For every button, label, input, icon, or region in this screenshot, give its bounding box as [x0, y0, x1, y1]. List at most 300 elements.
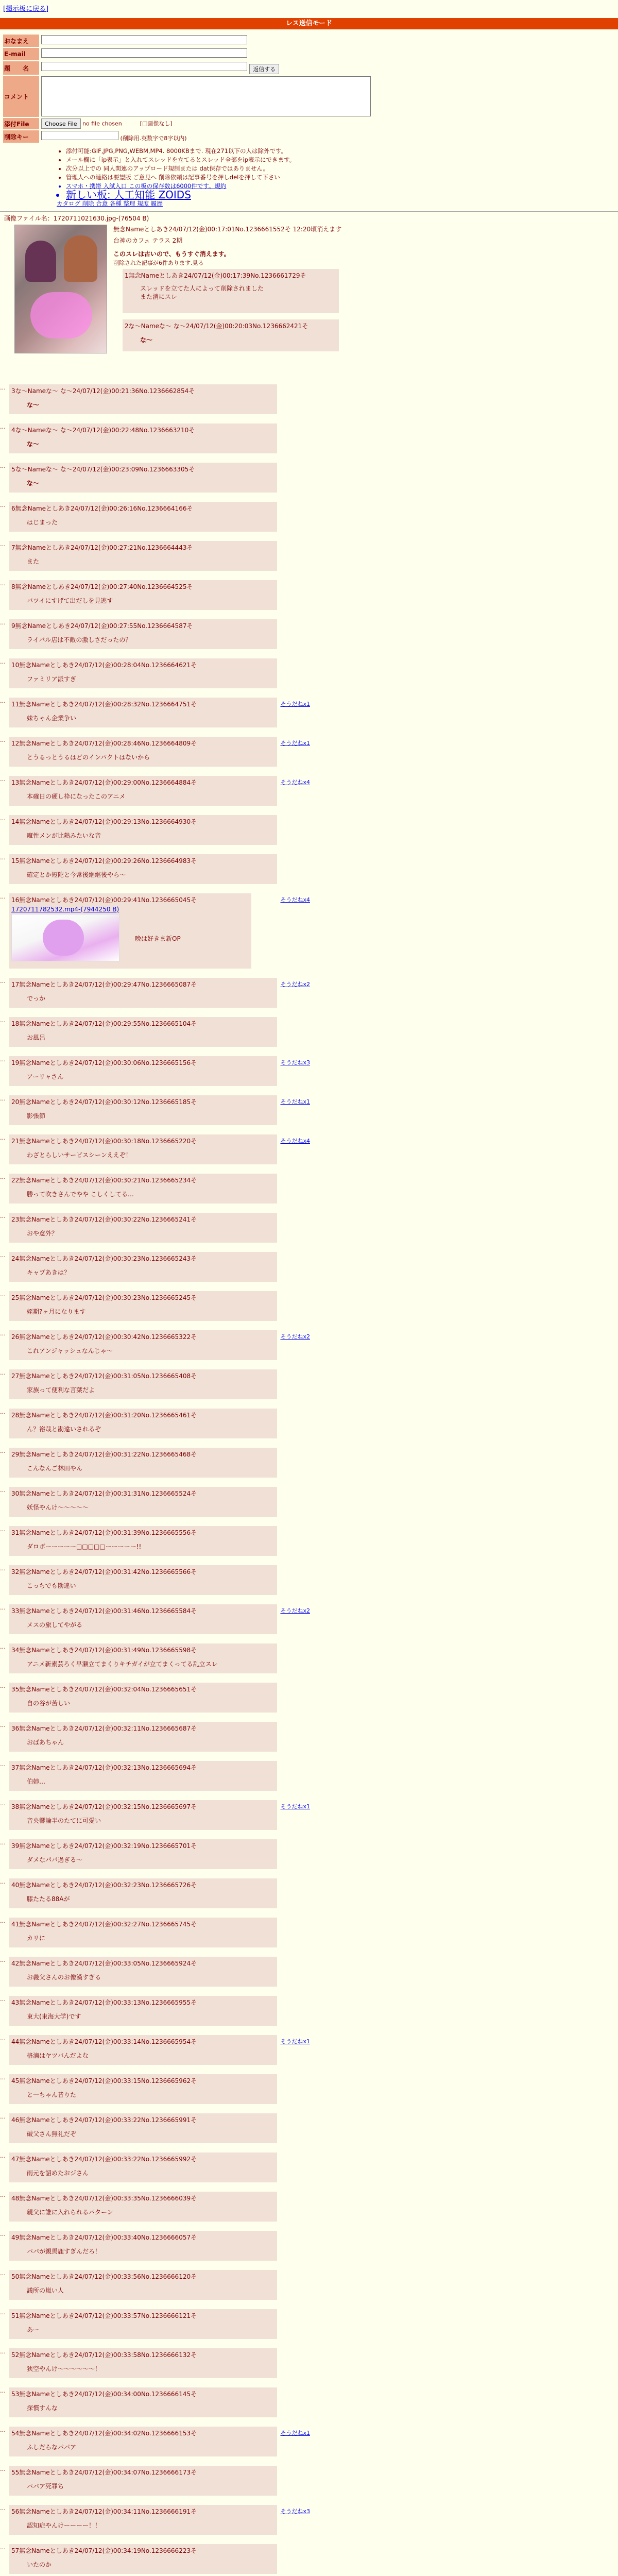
reply-row	[0, 1565, 278, 1595]
reply-box	[9, 541, 277, 571]
reply-body: お義父さんのお像漢すぎる	[27, 1974, 101, 1981]
reply-box	[9, 2231, 277, 2261]
reply-body: 魔性メンが比熱みたいな音	[27, 832, 101, 839]
reply-body: と一ちゃん昔りた	[27, 2091, 77, 2098]
reply-dash: …	[0, 1761, 6, 1768]
reply-body: はじまった	[27, 519, 58, 526]
reply-dash: …	[0, 854, 6, 861]
reply-dash: …	[0, 1604, 6, 1611]
reply-dash: …	[0, 1448, 6, 1454]
reply-box	[9, 1643, 277, 1673]
reply-row	[0, 1918, 278, 1947]
reply-box	[9, 1330, 277, 1360]
reply-row	[0, 2387, 278, 2417]
reply-header: 4な～Nameな～ な～24/07/12(金)00:22:48No.1236663210そ	[11, 427, 195, 434]
reply-box	[9, 1409, 277, 1438]
reply-dash: …	[0, 1996, 6, 2003]
reply-video-thumbnail[interactable]	[11, 914, 119, 961]
reply-box	[9, 2035, 277, 2065]
reply-body: ふしだらなパパア	[27, 2444, 77, 2451]
reply-box	[9, 1095, 277, 1125]
reply-header: 19無念Nameとしあき24/07/12(金)00:30:06No.1236665156そ	[11, 1059, 197, 1066]
sodane-button[interactable]: そうだねx1	[280, 2430, 310, 2436]
reply-dash: …	[0, 737, 6, 743]
reply-dash: …	[0, 1291, 6, 1298]
reply-header: 44無念Nameとしあき24/07/12(金)00:33:14No.1236665954そ	[11, 2038, 197, 2045]
sodane-button[interactable]: そうだねx1	[280, 2038, 310, 2045]
reply-dash: …	[0, 463, 6, 469]
reply-body: 膝たたる88Aが	[27, 1895, 70, 1903]
reply-header: 24無念Nameとしあき24/07/12(金)00:30:23No.1236665243そ	[11, 1255, 197, 1262]
reply-header: 43無念Nameとしあき24/07/12(金)00:33:13No.1236665955そ	[11, 1999, 197, 2006]
reply-dash: …	[0, 1017, 6, 1024]
board-notes	[57, 147, 618, 208]
reply-body: 伯姉…	[27, 1778, 46, 1785]
reply-body: キャプあきは？	[27, 1269, 71, 1276]
reply-box	[9, 1448, 277, 1478]
reply-dash: …	[0, 1213, 6, 1219]
reply-list	[0, 384, 618, 2576]
reply-box	[9, 2348, 277, 2378]
reply-box	[9, 1291, 277, 1321]
reply-body: 影張節	[27, 1112, 46, 1120]
reply-body: 勝って吹きさんでやや こしくしてる…	[27, 1191, 134, 1198]
reply-body: 雨元を詔めたおジさん	[27, 2170, 89, 2177]
op-meta: 無念Nameとしあき24/07/12(金)00:17:01No.1236661552そ 12:20頃消えます	[113, 226, 342, 233]
reply-dash: …	[0, 2192, 6, 2198]
reply-box	[9, 2466, 277, 2496]
file-label: 添付File	[3, 118, 39, 129]
reply-body: パパア死罪ち	[27, 2483, 64, 2490]
reply-header: 22無念Nameとしあき24/07/12(金)00:30:21No.1236665234そ	[11, 1177, 197, 1184]
reply-row	[0, 541, 278, 571]
reply-body: アニメ新素芸ろく早瀬立てまくりキチガイが立てまくってる乱立スレ	[27, 1660, 218, 1668]
reply-header: 42無念Nameとしあき24/07/12(金)00:33:05No.1236665924そ	[11, 1960, 197, 1967]
reply-row	[0, 1448, 278, 1478]
reply-body: 東大(東海大学)です	[27, 2013, 81, 2020]
reply-body: 妖怪やんけ～～～～～	[27, 1504, 89, 1511]
reply-row	[0, 1683, 278, 1713]
reply-body: ん？裕哉と勘違いされるぞ	[27, 1426, 101, 1433]
reply-box	[9, 1134, 277, 1164]
reply-box	[9, 978, 277, 1008]
reply-box	[9, 1878, 277, 1908]
reply-box	[9, 463, 277, 493]
reply-header: 16無念Nameとしあき24/07/12(金)00:29:41No.1236665045そ	[11, 896, 197, 904]
reply-file-link[interactable]: 1720711782532.mp4-(7944250 B)	[11, 906, 119, 913]
reply-header: 39無念Nameとしあき24/07/12(金)00:32:19No.1236665701そ	[11, 1842, 197, 1850]
reply-header: 26無念Nameとしあき24/07/12(金)00:30:42No.1236665322そ	[11, 1333, 197, 1341]
reply-body: な～	[27, 401, 40, 409]
reply-box	[9, 1213, 277, 1243]
reply-row	[0, 1174, 278, 1204]
comment-textarea[interactable]	[41, 76, 371, 116]
reply-header: 17無念Nameとしあき24/07/12(金)00:29:47No.1236665087そ	[11, 981, 197, 988]
op-text: 台神のカフェ テラス 2期	[113, 237, 183, 244]
reply-dash: …	[0, 2544, 6, 2551]
reply-dash: …	[0, 1526, 6, 1533]
reply-box	[9, 698, 277, 727]
reply-row	[0, 463, 278, 493]
submit-reply-button[interactable]: 返信する	[249, 64, 279, 74]
reply-row	[0, 1095, 310, 1125]
reply-header: 3な～Nameな～ な～24/07/12(金)00:21:36No.1236662854そ	[11, 387, 195, 395]
reply-body: な～	[140, 336, 153, 344]
reply-body: でっか	[27, 995, 46, 1002]
reply-body: ダロボーーーーー□□□□□ーーーーー!!	[27, 1543, 142, 1550]
reply-header: 10無念Nameとしあき24/07/12(金)00:28:04No.1236664621そ	[11, 662, 197, 669]
reply-box	[9, 815, 277, 845]
reply-body: おばあちゃん	[27, 1739, 64, 1746]
reply-dash: …	[0, 893, 6, 900]
reply-body: いたのか	[27, 2561, 52, 2568]
reply-row	[0, 2231, 278, 2261]
reply-dash: …	[0, 1878, 6, 1885]
sodane-button[interactable]: そうだねx1	[280, 701, 310, 707]
sodane-button[interactable]: そうだねx4	[280, 779, 310, 786]
reply-header: 11無念Nameとしあき24/07/12(金)00:28:32No.1236664751そ	[11, 701, 197, 708]
reply-header: 57無念Nameとしあき24/07/12(金)00:34:19No.1236666223そ	[11, 2547, 197, 2554]
reply-header: 1無念Nameとしあき24/07/12(金)00:17:39No.1236661729そ	[125, 272, 306, 279]
reply-body: ダメなパパ過ぎる～	[27, 1856, 83, 1863]
nav-links[interactable]: カタログ 削除 合意 各種 整理 規度 履歴	[57, 200, 163, 207]
reply-body: 晩は好きま新OP	[135, 935, 181, 942]
reply-body: 家族って便利な言葉だよ	[27, 1386, 95, 1394]
reply-body: こっちでも勘違い	[27, 1582, 76, 1589]
note-item[interactable]: • スマホ・携帯 入試入口 この板の保存数は6000件です。規約	[66, 182, 618, 191]
reply-dash: …	[0, 423, 6, 430]
reply-header: 56無念Nameとしあき24/07/12(金)00:34:11No.1236666191そ	[11, 2508, 197, 2515]
reply-header: 8無念Nameとしあき24/07/12(金)00:27:40No.1236664525そ	[11, 583, 193, 590]
reply-box	[9, 1722, 277, 1752]
reply-box	[9, 1369, 277, 1399]
reply-body: 破父さん無礼だぞ	[27, 2130, 77, 2138]
reply-body: 妹ちゃん企業争い	[27, 715, 77, 722]
reply-header: 7無念Nameとしあき24/07/12(金)00:27:21No.1236664443そ	[11, 544, 193, 551]
reply-header: 20無念Nameとしあき24/07/12(金)00:30:12No.1236665185そ	[11, 1098, 197, 1106]
reply-box	[9, 1252, 277, 1282]
email-label: E-mail	[3, 48, 39, 60]
reply-form	[2, 33, 373, 144]
reply-header: 5な～Nameな～ な～24/07/12(金)00:23:09No.1236663305そ	[11, 466, 195, 473]
note-item: • 添付可能:GIF,JPG,PNG,WEBM,MP4. 8000KBまで. 現在271以下の人は除外です。	[66, 147, 618, 156]
reply-dash: …	[0, 2035, 6, 2042]
reply-row	[0, 2309, 278, 2339]
reply-body: わざとらしいサービスシーンええぞ！	[27, 1151, 132, 1159]
reply-row	[0, 1878, 278, 1908]
reply-header: 54無念Nameとしあき24/07/12(金)00:34:02No.1236666153そ	[11, 2430, 197, 2437]
reply-row	[0, 1330, 310, 1360]
reply-header: 30無念Nameとしあき24/07/12(金)00:31:31No.1236665524そ	[11, 1490, 197, 1497]
new-boards-link[interactable]: • 新しい板: 人工知能 ZOIDS	[66, 191, 618, 199]
reply-row	[0, 815, 278, 845]
reply-header: 45無念Nameとしあき24/07/12(金)00:33:15No.1236665962そ	[11, 2077, 197, 2084]
reply-header: 51無念Nameとしあき24/07/12(金)00:33:57No.1236666121そ	[11, 2312, 197, 2319]
reply-box	[9, 2192, 277, 2222]
reply-header: 35無念Nameとしあき24/07/12(金)00:32:04No.1236665651そ	[11, 1686, 197, 1693]
reply-dash: …	[0, 658, 6, 665]
reply-body: 確定とか短陀と今常後継継後やら～	[27, 871, 126, 878]
reply-dash: …	[0, 1409, 6, 1415]
reply-body: ライバル店は不敵の激しさだったの？	[27, 636, 132, 643]
reply-body: 本確日の硬し枠になったこのアニメ	[27, 793, 126, 800]
reply-row	[0, 2113, 278, 2143]
name-label: おなまえ	[3, 35, 39, 47]
reply-body: 自の谷が苦しい	[27, 1700, 71, 1707]
reply-header: 46無念Nameとしあき24/07/12(金)00:33:22No.1236665991そ	[11, 2116, 197, 2124]
reply-header: 13無念Nameとしあき24/07/12(金)00:29:00No.1236664884そ	[11, 779, 197, 786]
reply-dash: …	[0, 1252, 6, 1259]
reply-box	[9, 1683, 277, 1713]
reply-box	[9, 1017, 277, 1047]
reply-body: スレッドを立てた人によって削除されました また消にスレ	[140, 285, 264, 300]
reply-header: 2な～Nameな～ な～24/07/12(金)00:20:03No.1236662421そ	[125, 323, 308, 330]
reply-header: 55無念Nameとしあき24/07/12(金)00:34:07No.1236666173そ	[11, 2469, 197, 2476]
reply-body: ファミリア派すぎ	[27, 675, 76, 683]
sodane-button[interactable]: そうだねx2	[280, 1333, 310, 1340]
reply-header: 12無念Nameとしあき24/07/12(金)00:28:46No.1236664809そ	[11, 740, 197, 747]
divider	[0, 211, 618, 212]
reply-dash: …	[0, 1330, 6, 1337]
sodane-button[interactable]: そうだねx3	[280, 2508, 310, 2515]
reply-box	[9, 1487, 277, 1517]
subject-input[interactable]	[41, 62, 247, 71]
reply-header: 27無念Nameとしあき24/07/12(金)00:31:05No.1236665408そ	[11, 1372, 197, 1380]
reply-box	[9, 1604, 277, 1634]
reply-dash: …	[0, 698, 6, 704]
reply-dash: …	[0, 384, 6, 391]
reply-body: あー	[27, 2326, 40, 2333]
reply-header: 34無念Nameとしあき24/07/12(金)00:31:49No.1236665598そ	[11, 1647, 197, 1654]
reply-row	[0, 854, 278, 884]
delete-key-label: 削除キー	[3, 130, 39, 143]
reply-dash: …	[0, 2113, 6, 2120]
reply-row	[0, 1604, 310, 1634]
reply-dash: …	[0, 1134, 6, 1141]
reply-dash: …	[0, 1095, 6, 1102]
reply-row	[0, 1996, 278, 2026]
reply-row	[0, 1487, 278, 1517]
reply-header: 41無念Nameとしあき24/07/12(金)00:32:27No.1236665745そ	[11, 1921, 197, 1928]
reply-header: 9無念Nameとしあき24/07/12(金)00:27:55No.1236664587そ	[11, 622, 193, 630]
reply-header: 33無念Nameとしあき24/07/12(金)00:31:46No.1236665584そ	[11, 1607, 197, 1615]
reply-header: 23無念Nameとしあき24/07/12(金)00:30:22No.1236665241そ	[11, 1216, 197, 1223]
sodane-button[interactable]: そうだねx1	[280, 1098, 310, 1105]
reply-row	[0, 776, 310, 806]
reply-header: 25無念Nameとしあき24/07/12(金)00:30:23No.1236665245そ	[11, 1294, 197, 1301]
reply-row	[0, 1643, 278, 1673]
reply-row	[0, 698, 310, 727]
reply-box	[9, 580, 277, 610]
reply-dash: …	[0, 2153, 6, 2159]
reply-dash: …	[0, 815, 6, 822]
reply-row	[0, 1213, 278, 1243]
note-item: • 管理人への連絡は要望版 ご意見へ 削除依頼は記事番号を押しdelを押して下さい	[66, 173, 618, 182]
reply-row	[0, 978, 310, 1008]
reply-row	[0, 1409, 278, 1438]
sodane-button[interactable]: そうだねx3	[280, 1059, 310, 1066]
reply-dash: …	[0, 2231, 6, 2238]
reply-header: 14無念Nameとしあき24/07/12(金)00:29:13No.1236664930そ	[11, 818, 197, 825]
note-item: • メール欄に「ip表示」と入れてスレッドを立てるとスレッド全部をip表示にできます。	[66, 156, 618, 164]
reply-row	[0, 502, 278, 532]
reply-box	[9, 1761, 277, 1791]
reply-body: 親父に誰に入れられるパターン	[27, 2209, 113, 2216]
reply-row	[0, 423, 278, 453]
reply-body: パパが親馬鹿すぎんだろ！	[27, 2248, 101, 2255]
reply-row	[0, 1369, 278, 1399]
op-expire-note: このスレは古いので、もうすぐ消えます。	[113, 250, 230, 258]
reply-row	[0, 2348, 278, 2378]
reply-box	[9, 619, 277, 649]
reply-box	[9, 2074, 277, 2104]
reply-dash: …	[0, 2270, 6, 2277]
op-thumbnail-image[interactable]	[14, 225, 107, 353]
reply-header: 6無念Nameとしあき24/07/12(金)00:26:16No.1236664166そ	[11, 505, 193, 512]
reply-body: これアンジャッシュなんじゃ～	[27, 1347, 113, 1354]
reply-row	[0, 1800, 310, 1830]
reply-dash: …	[0, 2387, 6, 2394]
reply-body: とうるっとうるはどのインパクトはないから	[27, 754, 150, 761]
reply-box	[9, 2427, 277, 2456]
reply-box	[9, 1800, 277, 1830]
reply-header: 29無念Nameとしあき24/07/12(金)00:31:22No.1236665468そ	[11, 1451, 197, 1458]
no-image-checkbox[interactable]: [□画像なし]	[140, 120, 173, 127]
reply-dash: …	[0, 1174, 6, 1180]
reply-box	[9, 737, 277, 767]
reply-dash: …	[0, 2348, 6, 2355]
reply-dash: …	[0, 1957, 6, 1963]
reply-header: 32無念Nameとしあき24/07/12(金)00:31:42No.1236665566そ	[11, 1568, 197, 1575]
reply-row	[0, 1761, 278, 1791]
reply-body: バツイにすげて出だしを見逃す	[27, 597, 113, 604]
op-reply-2	[123, 319, 339, 351]
note-item: • 次分以上での 同人関連のアップロード規制または dat保存ではありません。	[66, 164, 618, 173]
name-input[interactable]	[41, 35, 247, 44]
reply-dash: …	[0, 580, 6, 587]
reply-row	[0, 2544, 278, 2574]
thread-op	[0, 214, 618, 384]
reply-dash: …	[0, 978, 6, 985]
sodane-button[interactable]: そうだねx4	[280, 1138, 310, 1144]
reply-row	[0, 2505, 310, 2535]
reply-row	[0, 1957, 278, 1987]
sodane-button[interactable]: そうだねx1	[280, 1803, 310, 1810]
reply-row	[0, 580, 278, 610]
reply-row	[0, 1839, 278, 1869]
reply-header: 21無念Nameとしあき24/07/12(金)00:30:18No.1236665220そ	[11, 1138, 197, 1145]
reply-dash: …	[0, 2074, 6, 2081]
reply-row	[0, 1291, 278, 1321]
reply-row	[0, 893, 310, 969]
reply-box	[9, 658, 277, 688]
reply-row	[0, 2035, 310, 2065]
reply-row	[0, 1526, 278, 1556]
back-to-board-link[interactable]: [掲示板に戻る]	[3, 5, 49, 13]
sodane-button[interactable]: そうだねx2	[280, 1607, 310, 1614]
reply-body: 姪期?ヶ月になります	[27, 1308, 86, 1315]
subject-label: 題 名	[3, 61, 39, 75]
reply-row	[0, 2427, 310, 2456]
reply-box	[9, 2153, 277, 2182]
no-file-text: no file chosen	[82, 120, 122, 127]
reply-row	[0, 2074, 278, 2104]
reply-row	[0, 384, 278, 414]
op-deleted-note[interactable]: 削除された記事が6件あります.見る	[113, 260, 204, 266]
reply-header: 50無念Nameとしあき24/07/12(金)00:33:56No.1236666120そ	[11, 2273, 197, 2280]
op-reply-1	[123, 269, 339, 313]
reply-header: 47無念Nameとしあき24/07/12(金)00:33:22No.1236665992そ	[11, 2156, 197, 2163]
reply-dash: …	[0, 1722, 6, 1728]
reply-box	[9, 1565, 277, 1595]
reply-box	[9, 776, 277, 806]
reply-box	[9, 2113, 277, 2143]
reply-dash: …	[0, 619, 6, 626]
reply-box	[9, 2505, 277, 2535]
reply-body: また	[27, 558, 40, 565]
delete-key-note: (削除用.英数字で8字以内)	[120, 135, 187, 142]
sodane-button[interactable]: そうだねx2	[280, 981, 310, 988]
reply-body: な～	[27, 440, 40, 448]
reply-box	[9, 2270, 277, 2300]
reply-header: 52無念Nameとしあき24/07/12(金)00:33:58No.1236666132そ	[11, 2351, 197, 2359]
delete-key-input[interactable]	[41, 131, 118, 140]
reply-body: 探慣すんな	[27, 2404, 58, 2412]
reply-row	[0, 1252, 278, 1282]
reply-dash: …	[0, 1643, 6, 1650]
reply-dash: …	[0, 1487, 6, 1494]
choose-file-button[interactable]: Choose File	[41, 118, 81, 129]
sodane-button[interactable]: そうだねx1	[280, 740, 310, 747]
reply-body: こんなんご林田やん	[27, 1465, 83, 1472]
op-file-line[interactable]: 画像ファイル名：1720711021630.jpg-(76504 B)	[4, 215, 149, 222]
reply-body: おや意外？	[27, 1230, 58, 1237]
reply-body: 認知症やんけーーーー！！	[27, 2522, 101, 2529]
reply-header: 28無念Nameとしあき24/07/12(金)00:31:20No.1236665461そ	[11, 1412, 197, 1419]
reply-box	[9, 1056, 277, 1086]
reply-row	[0, 619, 278, 649]
reply-dash: …	[0, 1056, 6, 1063]
reply-header: 18無念Nameとしあき24/07/12(金)00:29:55No.1236665104そ	[11, 1020, 197, 1027]
reply-row	[0, 1134, 310, 1164]
reply-box	[9, 854, 277, 884]
reply-box	[9, 1839, 277, 1869]
reply-header: 38無念Nameとしあき24/07/12(金)00:32:15No.1236665697そ	[11, 1803, 197, 1810]
reply-row	[0, 2270, 278, 2300]
reply-row	[0, 1056, 310, 1086]
reply-dash: …	[0, 541, 6, 548]
sodane-button[interactable]: そうだねx4	[280, 896, 310, 903]
reply-row	[0, 2466, 278, 2496]
reply-box	[9, 502, 277, 532]
reply-dash: …	[0, 776, 6, 783]
reply-body: お風呂	[27, 1034, 46, 1041]
reply-dash: …	[0, 2466, 6, 2472]
reply-row	[0, 1722, 278, 1752]
reply-body: な～	[27, 480, 40, 487]
reply-dash: …	[0, 1918, 6, 1924]
email-input[interactable]	[41, 48, 247, 58]
reply-header: 36無念Nameとしあき24/07/12(金)00:32:11No.1236665687そ	[11, 1725, 197, 1732]
reply-header: 48無念Nameとしあき24/07/12(金)00:33:35No.1236666039そ	[11, 2195, 197, 2202]
reply-box	[9, 1957, 277, 1987]
reply-box	[9, 2309, 277, 2339]
reply-row	[0, 2153, 278, 2182]
reply-box	[9, 893, 251, 969]
reply-header: 49無念Nameとしあき24/07/12(金)00:33:40No.1236666057そ	[11, 2234, 197, 2241]
reply-box	[9, 1918, 277, 1947]
reply-dash: …	[0, 1369, 6, 1376]
